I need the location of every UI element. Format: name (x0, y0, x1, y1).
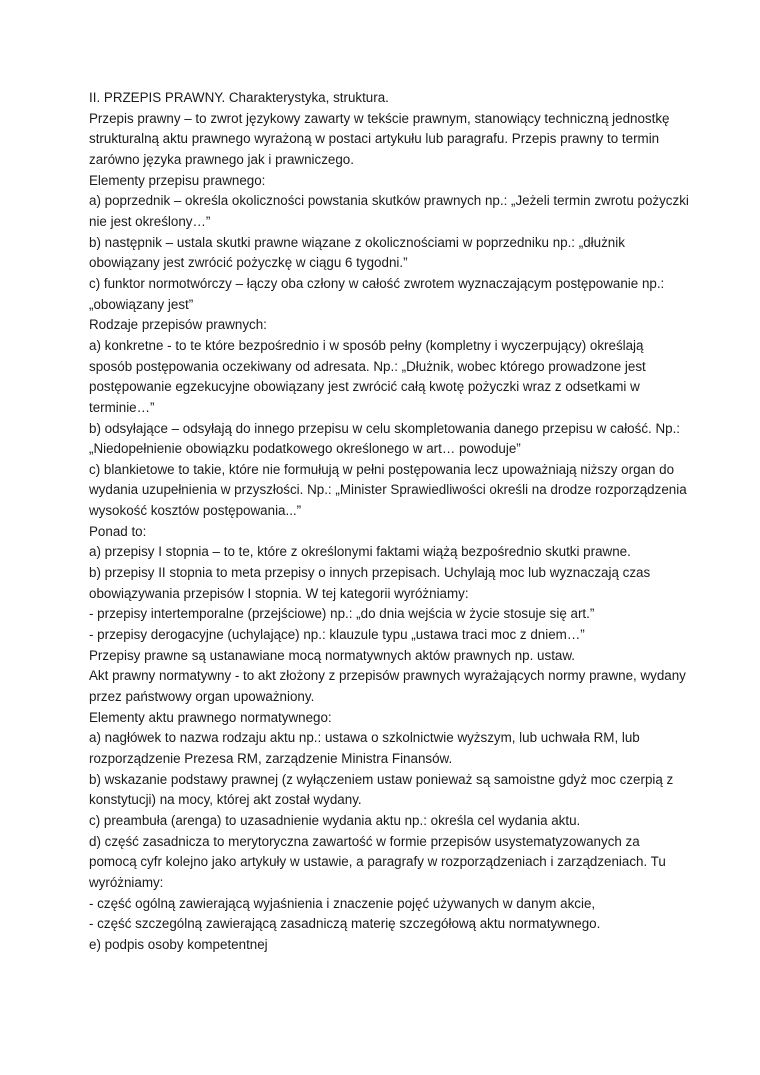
list-item: b) przepisy II stopnia to meta przepisy o innych przepisach. Uchylają moc lub wyznaczają czas obowiązywania przepisów I stopnia. W tej kategorii wyróżniamy: (89, 565, 651, 601)
paragraph: Akt prawny normatywny - to akt złożony z przepisów prawnych wyrażających normy prawne, wydany przez państwowy organ upoważniony. (89, 668, 686, 705)
list-item: a) konkretne - to te które bezpośrednio i w sposób pełny (kompletny i wyczerpujący) określają sposób postępowania oczekiwany od adresata. Np.: „Dłużnik, wobec którego prowadzone jest postępowanie egzekucyjne obowiązany jest zwrócić całą kwotę pożyczki wraz z odsetkami w terminie…” (89, 337, 646, 415)
list-item: - przepisy derogacyjne (uchylające) np.: klauzule typu „ustawa traci moc z dniem…” (89, 627, 585, 643)
list-item: d) część zasadnicza to merytoryczna zawartość w formie przepisów usystematyzowanych za pomocą cyfr kolejno jako artykuły w ustawie, a paragrafy w rozporządzeniach i zarządzeniach. Tu wyróżniamy: (89, 833, 666, 890)
paragraph: Przepisy prawne są ustanawiane mocą normatywnych aktów prawnych np. ustaw. (89, 647, 576, 663)
list-item: - część ogólną zawierającą wyjaśnienia i znaczenie pojęć używanych w danym akcie, (89, 895, 596, 911)
list-heading-additional: Ponad to: (89, 523, 147, 539)
paragraph-definition: Przepis prawny – to zwrot językowy zawarty w tekście prawnym, stanowiący techniczną jednostkę strukturalną aktu prawnego wyrażoną w postaci artykułu lub paragrafu. Przepis prawny to termin zarówno języka prawnego jak i prawniczego. (89, 110, 670, 167)
list-item: c) preambuła (arenga) to uzasadnienie wydania aktu np.: określa cel wydania aktu. (89, 812, 581, 828)
document-body (89, 88, 689, 956)
list-heading-act-elements: Elementy aktu prawnego normatywnego: (89, 709, 332, 725)
list-item: b) wskazanie podstawy prawnej (z wyłączeniem ustaw ponieważ są samoistne gdyż moc czerpią z konstytucji) na mocy, której akt został wydany. (89, 771, 674, 808)
list-item: c) funktor normotwórczy – łączy oba człony w całość zwrotem wyznaczającym postępowanie np.: „obowiązany jest” (89, 275, 665, 312)
list-item: e) podpis osoby kompetentnej (89, 936, 268, 952)
list-item: b) odsyłające – odsyłają do innego przepisu w celu skompletowania danego przepisu w całość. Np.: „Niedopełnienie obowiązku podatkowego określonego w art… powoduje” (89, 420, 681, 457)
list-item: a) nagłówek to nazwa rodzaju aktu np.: ustawa o szkolnictwie wyższym, lub uchwała RM, lub rozporządzenie Prezesa RM, zarządzenie Ministra Finansów. (89, 730, 640, 766)
list-item: a) poprzednik – określa okoliczności powstania skutków prawnych np.: „Jeżeli termin zwrotu pożyczki nie jest określony…” (89, 193, 689, 229)
list-item: a) przepisy I stopnia – to te, które z określonymi faktami wiążą bezpośrednio skutki prawne. (89, 544, 631, 560)
list-item: - przepisy intertemporalne (przejściowe) np.: „do dnia wejścia w życie stosuje się art.” (89, 606, 595, 622)
list-item: - część szczególną zawierającą zasadniczą materię szczegółową aktu normatywnego. (89, 916, 601, 932)
list-heading-elements: Elementy przepisu prawnego: (89, 172, 266, 188)
list-heading-types: Rodzaje przepisów prawnych: (89, 317, 267, 333)
list-item: c) blankietowe to takie, które nie formułują w pełni postępowania lecz upoważniają niższy organ do wydania uzupełnienia w przyszłości. Np.: „Minister Sprawiedliwości określi na drodze rozporządzenia wysokość kosztów postępowania...” (89, 461, 687, 519)
section-heading: II. PRZEPIS PRAWNY. Charakterystyka, struktura. (89, 90, 389, 105)
list-item: b) następnik – ustala skutki prawne wiązane z okolicznościami w poprzedniku np.: „dłużnik obowiązany jest zwrócić pożyczkę w ciągu 6 tygodni.” (89, 234, 625, 271)
